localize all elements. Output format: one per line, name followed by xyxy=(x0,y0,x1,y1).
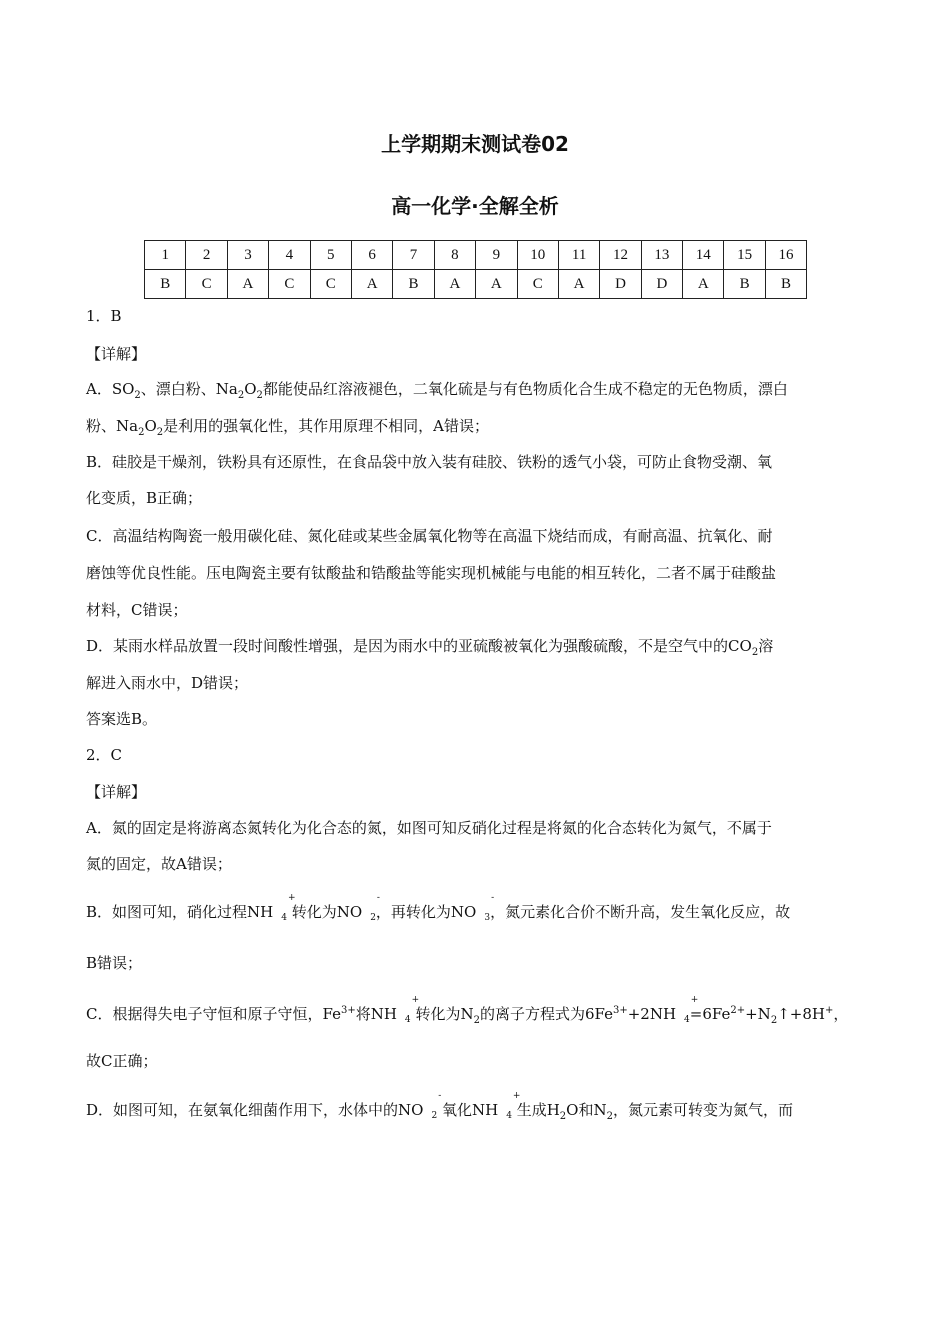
answer-table-number-cell: 13 xyxy=(641,241,682,270)
answer-table-answer-cell: C xyxy=(310,270,351,299)
answer-table-number-cell: 8 xyxy=(434,241,475,270)
page-subtitle: 高一化学·全解全析 xyxy=(391,194,559,218)
answer-table-number-cell: 15 xyxy=(724,241,765,270)
q1-option-a-line2: 粉、$Na_2O_2$是利用的强氧化性，其作用原理不相同，A错误； xyxy=(86,417,489,438)
q1-detail-label: 【详解】 xyxy=(86,345,147,363)
q1-option-a-line1: A．$SO_2$、漂白粉、$Na_2O_2$都能使品红溶液褪色，二氧化硫是与有色物质化合生成不稳定的无色物质，漂白 xyxy=(86,380,788,401)
answer-table-number-cell: 6 xyxy=(351,241,392,270)
answer-table-answer-cell: B xyxy=(393,270,434,299)
q1-option-d-line1: D．某雨水样品放置一段时间酸性增强，是因为雨水中的亚硫酸被氧化为强酸硫酸，不是空气中的$CO_2$溶 xyxy=(86,637,774,658)
q1-option-b-line2: 化变质，B正确； xyxy=(86,489,203,507)
answer-table-number-cell: 7 xyxy=(393,241,434,270)
answer-table-number-cell: 12 xyxy=(600,241,641,270)
answer-table-answer-cell: A xyxy=(558,270,599,299)
answer-table-number-cell: 3 xyxy=(227,241,268,270)
answer-table-number-cell: 2 xyxy=(186,241,227,270)
answer-table-answer-cell: C xyxy=(517,270,558,299)
answer-table-number-cell: 4 xyxy=(269,241,310,270)
answer-table xyxy=(144,240,807,299)
answer-table-answer-row xyxy=(145,270,807,299)
q2-option-c-line2: 故C正确； xyxy=(86,1052,158,1070)
answer-table-number-cell: 9 xyxy=(476,241,517,270)
answer-table-answer-cell: C xyxy=(186,270,227,299)
answer-table-answer-cell: A xyxy=(476,270,517,299)
q2-option-b-line1: B．如图可知，硝化过程NH + $_4$ 转化为NO - $_2$，再转化为NO - $_3$，氮元素化合价不断升高，发生氧化反应，故 xyxy=(86,893,791,923)
q1-option-d-line2: 解进入雨水中，D错误； xyxy=(86,674,249,692)
q2-option-a-line2: 氮的固定，故A错误； xyxy=(86,855,232,873)
answer-table-number-cell: 16 xyxy=(765,241,806,270)
q1-heading: 1．B xyxy=(86,307,122,325)
answer-table-answer-cell: B xyxy=(765,270,806,299)
q2-option-d-line1: D．如图可知，在氨氧化细菌作用下，水体中的NO - $_2$ 氧化NH + $_4$ 生成$H_2O$和$N_2$，氮元素可转变为氮气，而 xyxy=(86,1091,793,1122)
answer-table-answer-cell: D xyxy=(600,270,641,299)
q1-option-c-line1: C．高温结构陶瓷一般用碳化硅、氮化硅或某些金属氧化物等在高温下烧结而成，有耐高温、抗氧化、耐 xyxy=(86,527,773,545)
answer-table-answer-cell: A xyxy=(351,270,392,299)
answer-table-answer-cell: A xyxy=(683,270,724,299)
answer-table-number-cell: 11 xyxy=(558,241,599,270)
q1-option-c-line3: 材料，C错误； xyxy=(86,601,188,619)
q2-option-a-line1: A．氮的固定是将游离态氮转化为化合态的氮，如图可知反硝化过程是将氮的化合态转化为氮气，不属于 xyxy=(86,819,772,837)
answer-table-answer-cell: C xyxy=(269,270,310,299)
answer-table-number-cell: 10 xyxy=(517,241,558,270)
answer-table-answer-cell: A xyxy=(227,270,268,299)
page-title: 上学期期末测试卷02 xyxy=(381,132,569,156)
answer-table-answer-cell: B xyxy=(145,270,186,299)
answer-table-number-row xyxy=(145,241,807,270)
answer-table-answer-cell: A xyxy=(434,270,475,299)
answer-table-number-cell: 1 xyxy=(145,241,186,270)
answer-table-answer-cell: D xyxy=(641,270,682,299)
q1-conclusion: 答案选B。 xyxy=(86,710,158,728)
q2-option-c-line1: C．根据得失电子守恒和原子守恒，$Fe^{3+}$将NH + $_4$ 转化为$N_2$的离子方程式为$6Fe^{3+}+2NH$ + $_4=6Fe^{2+}+N_2↑+8H^+$， xyxy=(86,995,849,1026)
q2-heading: 2．C xyxy=(86,746,123,764)
answer-table-answer-cell: B xyxy=(724,270,765,299)
answer-table-number-cell: 14 xyxy=(683,241,724,270)
q2-option-b-line2: B错误； xyxy=(86,954,143,972)
answer-table-number-cell: 5 xyxy=(310,241,351,270)
q2-detail-label: 【详解】 xyxy=(86,783,147,801)
q1-option-c-line2: 磨蚀等优良性能。压电陶瓷主要有钛酸盐和锆酸盐等能实现机械能与电能的相互转化，二者不属于硅酸盐 xyxy=(86,564,777,582)
q1-option-b-line1: B．硅胶是干燥剂，铁粉具有还原性，在食品袋中放入装有硅胶、铁粉的透气小袋，可防止食物受潮、氧 xyxy=(86,453,773,471)
